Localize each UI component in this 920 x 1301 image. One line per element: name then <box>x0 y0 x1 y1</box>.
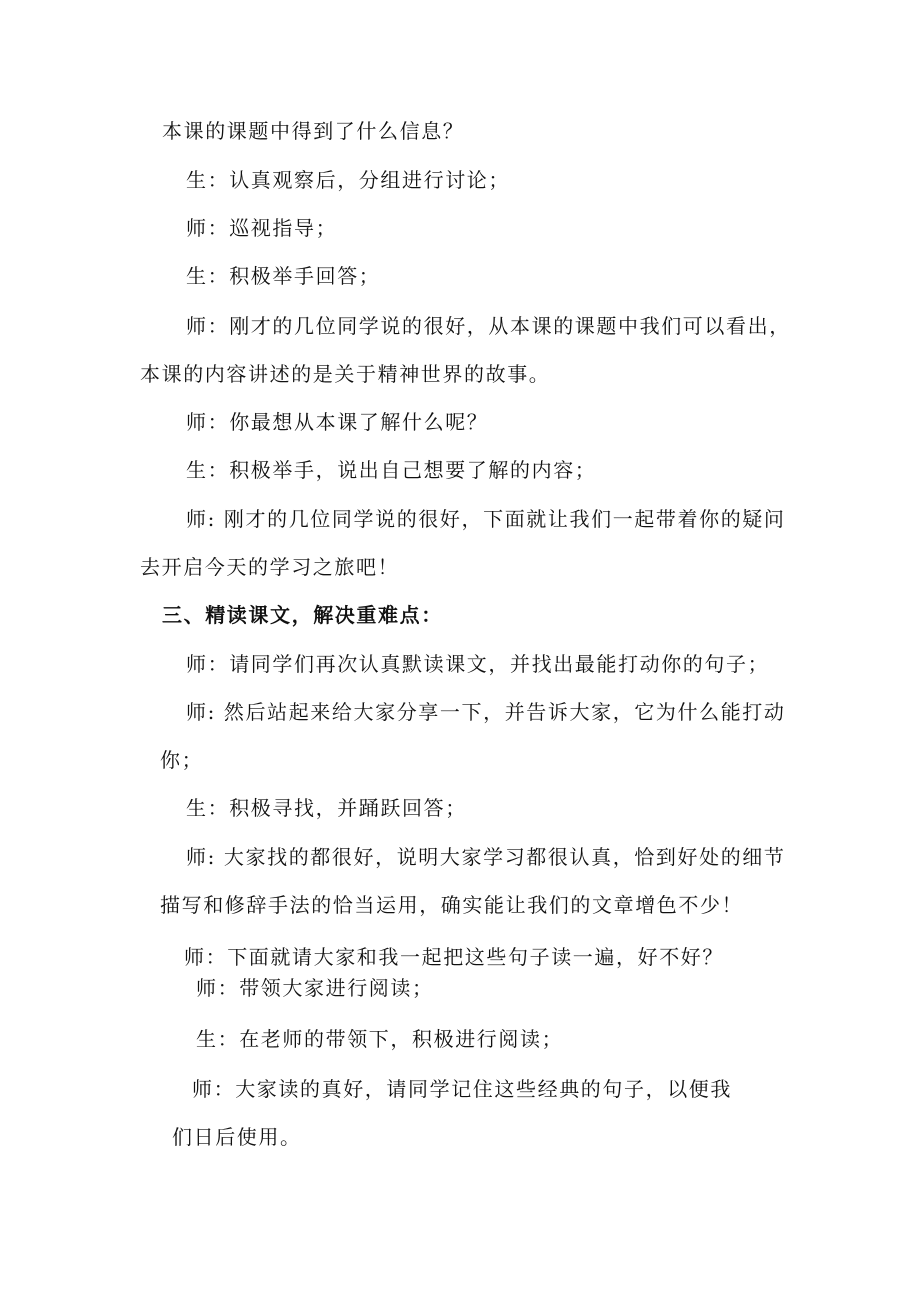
text-line: 生：积极举手回答； <box>186 264 381 288</box>
text-line: 师：下面就请大家和我一起把这些句子读一遍，好不好？ <box>184 945 724 969</box>
text-line: 师：请同学们再次认真默读课文，并找出最能打动你的句子； <box>186 652 770 676</box>
text-line: 本课的课题中得到了什么信息？ <box>162 119 465 143</box>
text-line: 师：大家读的真好，请同学记住这些经典的句子，以便我 <box>192 1077 732 1101</box>
text-line: 师: 刚才的几位同学说的很好，下面就让我们一起带着你的疑问 <box>186 507 786 531</box>
text-line: 本课的内容讲述的是关于精神世界的故事。 <box>140 362 551 386</box>
text-line: 师：巡视指导； <box>186 216 338 240</box>
text-line: 生：认真观察后，分组进行讨论； <box>186 168 510 192</box>
text-line: 们日后使用。 <box>172 1125 302 1149</box>
text-line: 你； <box>160 748 204 772</box>
text-line: 描写和修辞手法的恰当运用，确实能让我们的文章增色不少！ <box>160 893 744 917</box>
text-line: 生：积极举手，说出自己想要了解的内容； <box>186 458 597 482</box>
text-line: 师：你最想从本课了解什么呢？ <box>186 410 489 434</box>
text-line: 师：带领大家进行阅读； <box>196 976 434 1000</box>
text-line: 生：在老师的带领下，积极进行阅读； <box>196 1027 564 1051</box>
text-line: 去开启今天的学习之旅吧！ <box>140 555 400 579</box>
text-line: 师: 然后站起来给大家分享一下，并告诉大家，它为什么能打动 <box>186 700 786 724</box>
section-heading: 三、精读课文，解决重难点： <box>162 603 443 627</box>
text-line: 师: 大家找的都很好，说明大家学习都很认真，恰到好处的细节 <box>186 845 786 869</box>
text-line: 师：刚才的几位同学说的很好，从本课的课题中我们可以看出， <box>186 314 791 338</box>
text-line: 生：积极寻找，并踊跃回答； <box>186 796 467 820</box>
